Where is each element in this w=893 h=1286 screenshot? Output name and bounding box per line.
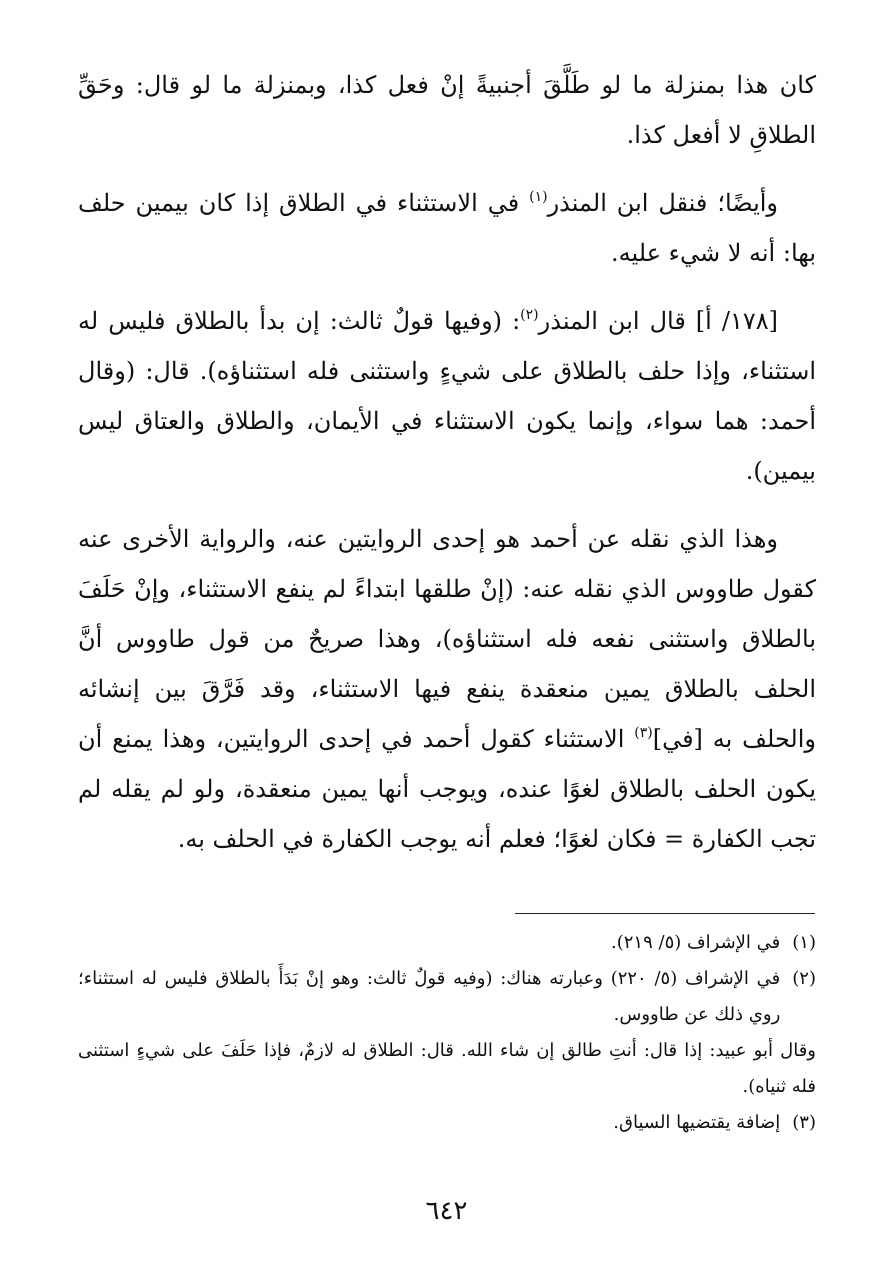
paragraph-2-text-a: وأيضًا؛ فنقل ابن المنذر	[547, 189, 779, 217]
paragraph-4-text-a: وهذا الذي نقله عن أحمد هو إحدى الروايتين عنه، والرواية الأخرى عنه كقول طاووس الذي نقله عنه: (إنْ طلقها ابتداءً لم ينفع الاستثناء، وإنْ حَلَفَ بالطلاق واستثنى نفعه فله استثناؤه)، وهذا صريحٌ من قول طاووس أنَّ الحلف بالطلاق يمين منعقدة ينفع فيها الاستثناء، وقد فَرَّقَ بين إنشائه والحلف به [في]	[78, 525, 817, 753]
footnote-2	[78, 961, 816, 1033]
footnote-separator	[515, 913, 815, 914]
paragraph-1	[78, 60, 816, 160]
paragraph-3	[78, 296, 816, 496]
footnote-3	[78, 1105, 816, 1141]
footnote-1	[78, 925, 816, 961]
paragraph-4-text-b: الاستثناء كقول أحمد في إحدى الروايتين، وهذا يمنع أن يكون الحلف بالطلاق لغوًا عنده، ويوجب أنها يمين منعقدة، ولو لم يقله لم تجب الكفارة = فكان لغوًا؛ فعلم أنه يوجب الكفارة في الحلف به.	[78, 725, 816, 853]
page-number: ٦٤٢	[425, 1196, 468, 1226]
footnote-2-number: (٢)	[792, 968, 816, 989]
footnote-ref-3: (٣)	[634, 725, 653, 741]
paragraph-1-text: كان هذا بمنزلة ما لو طَلَّقَ أجنبيةً إنْ فعل كذا، وبمنزلة ما لو قال: وحَقِّ الطلاقِ لا أفعل كذا.	[78, 71, 816, 149]
main-text	[78, 60, 816, 882]
footnote-2-continuation: وقال أبو عبيد: إذا قال: أنتِ طالق إن شاء الله. قال: الطلاق له لازمٌ، فإذا حَلَفَ على شيءٍ استثنى فله ثنياه).	[78, 1040, 816, 1097]
paragraph-2	[78, 178, 816, 278]
footnote-1-number: (١)	[792, 932, 816, 953]
footnote-3-text: إضافة يقتضيها السياق.	[613, 1112, 781, 1133]
paragraph-4	[78, 514, 816, 864]
paragraph-2-text-b: في الاستثناء في الطلاق إذا كان بيمين حلف بها: أنه لا شيء عليه.	[78, 189, 816, 267]
footnotes	[78, 925, 816, 1141]
footnote-ref-1: (١)	[529, 189, 548, 205]
footnote-ref-2: (٢)	[520, 307, 539, 323]
paragraph-3-text-a: [١٧٨/ أ] قال ابن المنذر	[538, 307, 778, 335]
footnote-3-number: (٣)	[792, 1112, 816, 1133]
paragraph-3-text-b: : (وفيها قولٌ ثالث: إن بدأ بالطلاق فليس له استثناء، وإذا حلف بالطلاق على شيءٍ واستثنى فله استثناؤه). قال: (وقال أحمد: هما سواء، وإنما يكون الاستثناء في الأيمان، والطلاق والعتاق ليس بيمين).	[78, 307, 816, 485]
footnote-1-text: في الإشراف (٥/ ٢١٩).	[611, 932, 781, 953]
footnote-2-text: في الإشراف (٥/ ٢٢٠) وعبارته هناك: (وفيه قولٌ ثالث: وهو إنْ بَدَأَ بالطلاق فليس له استثناء؛ روي ذلك عن طاووس.	[78, 968, 781, 1025]
